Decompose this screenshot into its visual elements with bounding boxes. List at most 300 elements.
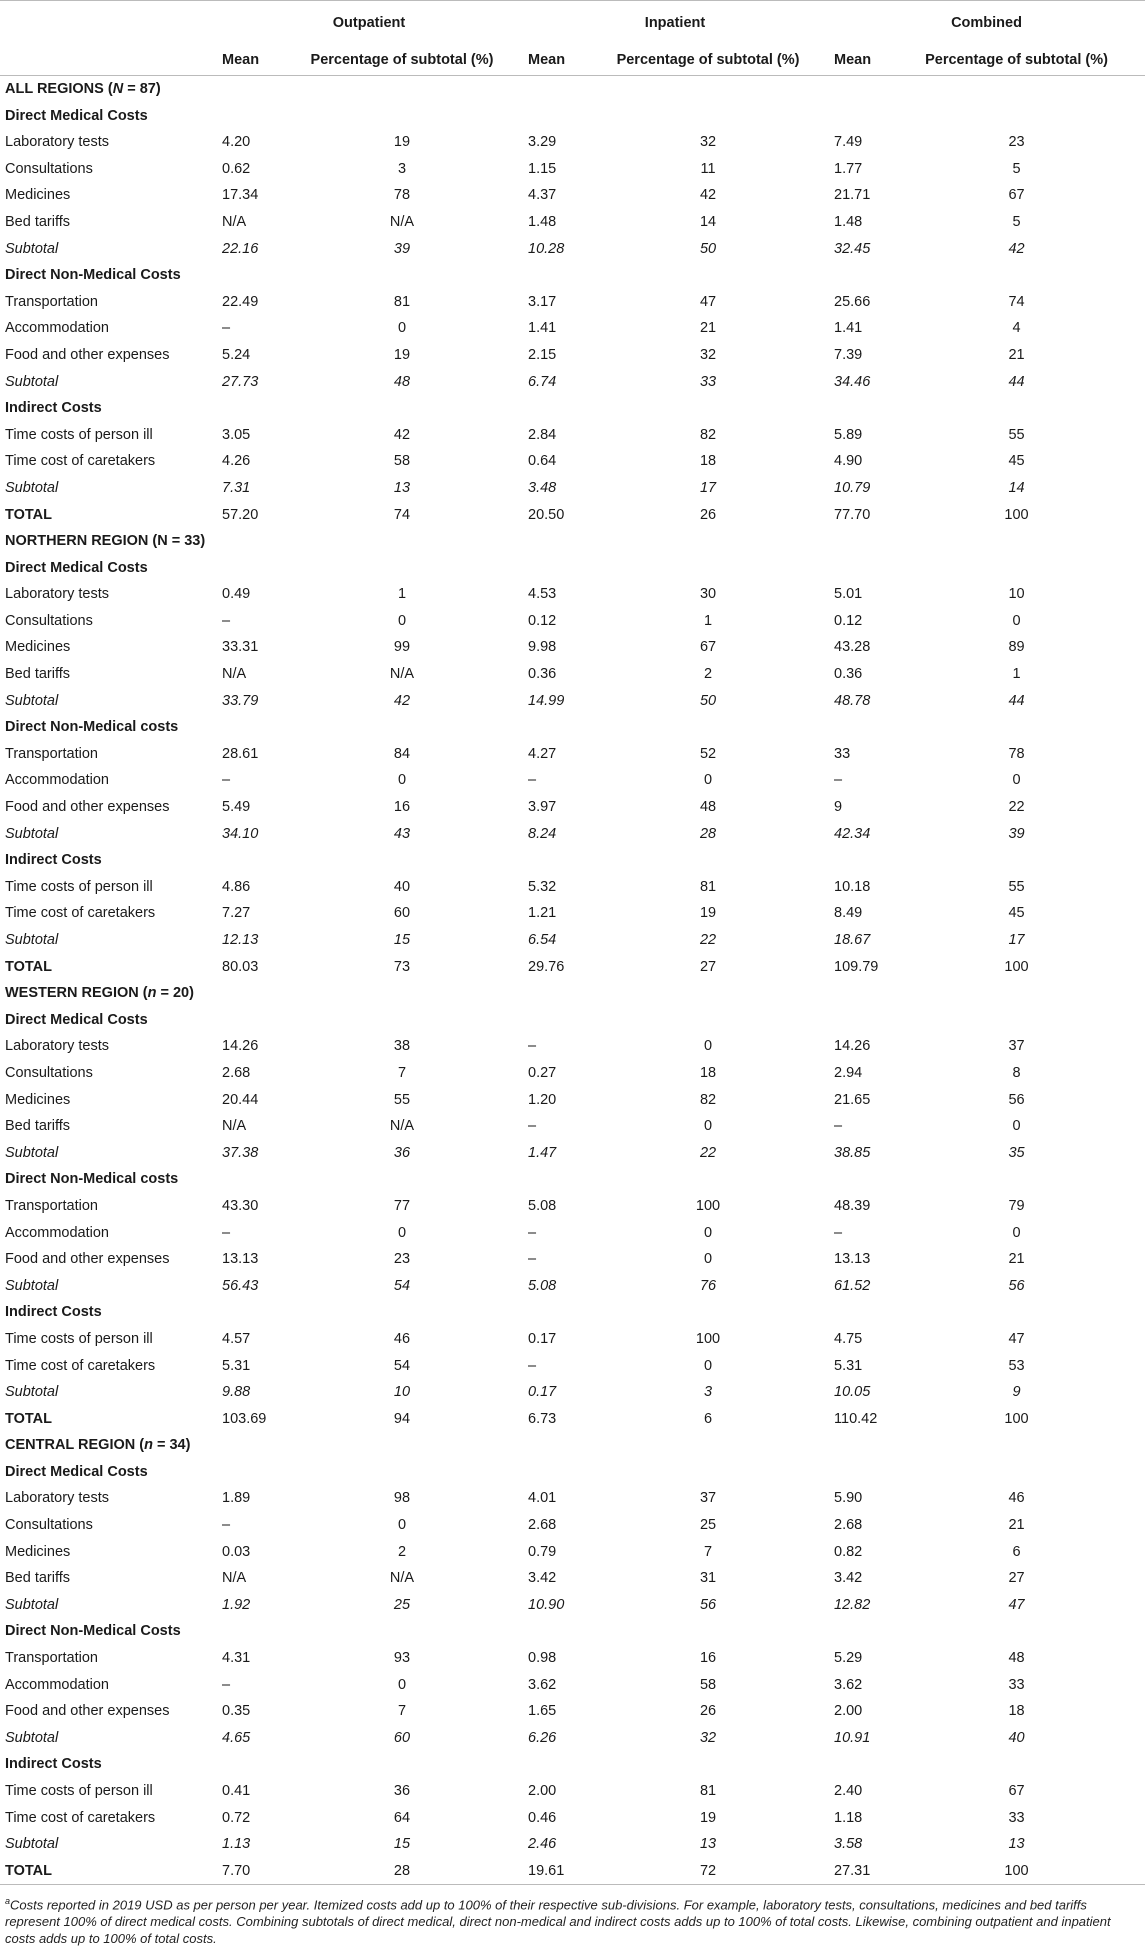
percentage-cell: 31: [699, 1570, 717, 1587]
mean-cell: 19.61: [522, 1858, 588, 1885]
percentage-cell: 22: [699, 932, 717, 948]
footnote-text: Costs reported in 2019 USD as per person per year. Itemized costs add up to 100% of their respective sub-divisions. For example, laboratory tests, consultations, medicines and bed tariffs represent 100% of direct medical costs. Combining subtotals of direct medical, direct non-medical and indirect costs adds up to 100% of total costs. Likewise, combining outpatient and inpatient costs adds up to 100% of total costs.: [5, 1897, 1111, 1947]
mean-cell: 5.01: [834, 586, 863, 603]
percentage-cell: 15: [393, 932, 411, 948]
percentage-cell: 38: [393, 1038, 411, 1055]
table-row: [0, 1645, 1145, 1672]
mean-cell: 1.89: [222, 1490, 251, 1507]
subtotal-row: [0, 1273, 1145, 1300]
mean-cell: 103.69: [222, 1410, 267, 1427]
percentage-cell: 19: [393, 134, 411, 151]
mean-cell: 4.75: [834, 1330, 863, 1347]
row-label: Consultations: [5, 612, 93, 629]
percentage-cell: 48: [699, 799, 717, 816]
mean-cell: 2.40: [834, 1783, 863, 1799]
row-label: Bed tariffs: [5, 666, 71, 683]
mean-cell: 4.27: [528, 745, 557, 762]
row-label: Time cost of caretakers: [5, 1809, 156, 1826]
mean-cell: 27.73: [222, 373, 259, 390]
row-label: Medicines: [5, 639, 71, 656]
section-heading: [0, 847, 1145, 874]
row-label: Time costs of person ill: [5, 878, 153, 895]
row-label: Subtotal: [5, 1384, 59, 1401]
row-label: Laboratory tests: [5, 586, 109, 603]
section-heading-row: [0, 103, 1145, 130]
section-heading-row: [0, 1618, 1145, 1645]
percentage-cell: N/A: [389, 1118, 415, 1135]
sample-size-symbol: n: [144, 1437, 153, 1454]
mean-cell: 77.70: [834, 506, 871, 523]
sample-size-symbol: N: [112, 81, 124, 97]
percentage-cell: 0: [703, 1118, 713, 1135]
percentage-cell: 67: [699, 639, 717, 656]
section-heading-row: [0, 1751, 1145, 1778]
percentage-cell: 26: [699, 506, 717, 523]
section-heading-row: [0, 847, 1145, 874]
percentage-cell: 0: [703, 1224, 713, 1241]
percentage-cell: 0: [397, 772, 407, 789]
percentage-cell: 19: [393, 346, 411, 363]
mean-cell: 9: [834, 799, 843, 816]
mean-cell: 3.48: [528, 479, 557, 496]
percentage-cell: 19: [699, 905, 717, 922]
region-heading-row: [0, 980, 1145, 1007]
mean-cell: 43.28: [834, 639, 871, 656]
percentage-cell: 0: [1012, 1118, 1021, 1135]
table-row: [0, 1087, 1145, 1114]
mean-cell: 21.65: [834, 1091, 871, 1108]
percentage-cell: 0: [1012, 772, 1021, 789]
row-label: Subtotal: [5, 1144, 59, 1161]
mean-cell: 6.73: [528, 1410, 557, 1427]
section-heading-row: [0, 395, 1145, 422]
mean-cell: N/A: [222, 666, 247, 683]
mean-cell: 110.42: [834, 1410, 878, 1427]
mean-cell: 5.24: [222, 346, 251, 363]
percentage-cell: 67: [1008, 187, 1025, 204]
percentage-cell: 40: [393, 878, 411, 895]
percentage-cell: 25: [393, 1596, 411, 1613]
percentage-cell: 36: [393, 1144, 411, 1161]
subtotal-row: [0, 236, 1145, 263]
percentage-cell: 94: [393, 1410, 411, 1427]
percentage-cell: 100: [1004, 958, 1029, 975]
mean-cell: –: [222, 1676, 231, 1693]
mean-cell: 48.78: [834, 692, 871, 709]
heading-text: Indirect Costs: [5, 400, 102, 417]
mean-cell: 1.15: [528, 160, 557, 177]
percentage-cell: 72: [588, 1858, 828, 1885]
subtotal-row: [0, 1379, 1145, 1406]
percentage-cell: 14: [699, 213, 717, 230]
mean-cell: –: [528, 1038, 537, 1055]
percentage-cell: 100: [1004, 1410, 1029, 1427]
mean-cell: 0.12: [528, 612, 557, 629]
mean-cell: 0.12: [834, 612, 863, 629]
percentage-cell: 100: [888, 1858, 1145, 1885]
header-pct: Percentage of subtotal (%): [888, 45, 1145, 76]
mean-cell: –: [222, 1224, 231, 1241]
percentage-cell: 74: [393, 506, 411, 523]
table-row: [0, 1565, 1145, 1592]
row-label: Subtotal: [5, 240, 59, 257]
percentage-cell: 56: [1008, 1091, 1025, 1108]
header-mean: Mean: [522, 45, 588, 76]
mean-cell: 4.31: [222, 1650, 251, 1667]
mean-cell: 61.52: [834, 1277, 871, 1294]
table-row: [0, 874, 1145, 901]
table-row: [0, 1326, 1145, 1353]
mean-cell: 5.31: [222, 1357, 251, 1374]
table-row: [0, 794, 1145, 821]
percentage-cell: 33: [1008, 1809, 1025, 1826]
percentage-cell: 10: [393, 1384, 411, 1401]
percentage-cell: 21: [699, 320, 717, 337]
percentage-cell: 42: [393, 692, 411, 709]
row-label: Transportation: [5, 1197, 98, 1214]
row-label: Food and other expenses: [5, 346, 170, 363]
mean-cell: 0.79: [528, 1543, 557, 1560]
percentage-cell: 1: [703, 612, 713, 629]
percentage-cell: 18: [699, 1064, 717, 1081]
row-label: TOTAL: [5, 1410, 52, 1427]
percentage-cell: 1: [397, 586, 407, 603]
mean-cell: 22.49: [222, 293, 259, 310]
percentage-cell: 18: [699, 453, 717, 470]
percentage-cell: 67: [1008, 1783, 1025, 1799]
percentage-cell: 4: [1012, 320, 1021, 337]
subtotal-row: [0, 1725, 1145, 1752]
percentage-cell: 3: [397, 160, 407, 177]
region-heading: [0, 528, 1145, 555]
mean-cell: 1.92: [222, 1596, 251, 1613]
row-label: Subtotal: [5, 825, 59, 842]
mean-cell: 9.98: [528, 639, 557, 656]
mean-cell: N/A: [222, 1118, 247, 1135]
section-heading: [0, 1618, 1145, 1645]
table-row: [0, 1805, 1145, 1832]
mean-cell: 33.79: [222, 692, 259, 709]
percentage-cell: 84: [393, 745, 411, 762]
row-label: Accommodation: [5, 772, 109, 789]
row-label: Food and other expenses: [5, 1251, 170, 1268]
percentage-cell: 0: [703, 1251, 713, 1268]
percentage-cell: 42: [393, 426, 411, 443]
subtotal-row: [0, 821, 1145, 848]
row-label: Medicines: [5, 1543, 71, 1560]
percentage-cell: 44: [1008, 692, 1025, 709]
sample-size-value: = 34): [152, 1437, 191, 1454]
mean-cell: 5.29: [834, 1650, 863, 1667]
percentage-cell: 0: [397, 612, 407, 629]
mean-cell: 0.36: [834, 666, 863, 683]
row-label: Consultations: [5, 1517, 93, 1534]
percentage-cell: 9: [1012, 1384, 1021, 1401]
percentage-cell: 42: [1008, 240, 1025, 257]
mean-cell: 2.00: [834, 1703, 863, 1720]
total-row: [0, 1406, 1145, 1433]
subtotal-row: [0, 1140, 1145, 1167]
percentage-cell: 37: [699, 1490, 717, 1507]
mean-cell: 12.82: [834, 1596, 871, 1613]
percentage-cell: 17: [699, 479, 717, 496]
percentage-cell: 60: [393, 1729, 411, 1746]
section-heading-row: [0, 714, 1145, 741]
mean-cell: –: [528, 1357, 537, 1374]
mean-cell: 3.05: [222, 426, 251, 443]
mean-cell: 4.53: [528, 586, 557, 603]
table-row: [0, 1060, 1145, 1087]
header-mean: Mean: [828, 45, 888, 76]
mean-cell: 10.91: [834, 1729, 871, 1746]
mean-cell: 12.13: [222, 932, 259, 948]
row-label: Laboratory tests: [5, 1490, 109, 1507]
percentage-cell: 0: [397, 320, 407, 337]
row-label: Transportation: [5, 745, 98, 762]
percentage-cell: 55: [393, 1091, 411, 1108]
mean-cell: 0.35: [222, 1703, 251, 1720]
mean-cell: 0.46: [528, 1809, 557, 1826]
percentage-cell: 19: [699, 1809, 717, 1826]
table-row: [0, 1353, 1145, 1380]
percentage-cell: 78: [1008, 745, 1025, 762]
percentage-cell: 6: [1012, 1543, 1021, 1560]
row-label: Subtotal: [5, 479, 59, 496]
percentage-cell: 5: [1012, 160, 1021, 177]
mean-cell: –: [528, 1251, 537, 1268]
mean-cell: 10.90: [528, 1596, 565, 1613]
row-label: Time cost of caretakers: [5, 453, 156, 470]
row-label: Bed tariffs: [5, 1570, 71, 1587]
percentage-cell: 81: [393, 293, 411, 310]
percentage-cell: 27: [699, 958, 717, 975]
percentage-cell: 100: [1004, 506, 1029, 523]
table-row: [0, 741, 1145, 768]
percentage-cell: 56: [1008, 1277, 1025, 1294]
percentage-cell: 22: [699, 1144, 717, 1161]
table-row: [0, 661, 1145, 688]
table-row: [0, 1033, 1145, 1060]
percentage-cell: 81: [699, 1783, 717, 1799]
table-row: [0, 1113, 1145, 1140]
percentage-cell: 2: [703, 666, 713, 683]
mean-cell: 3.62: [834, 1676, 863, 1693]
percentage-cell: 22: [1008, 799, 1025, 816]
mean-cell: 4.01: [528, 1490, 557, 1507]
percentage-cell: 55: [1008, 426, 1025, 443]
mean-cell: –: [528, 1224, 537, 1241]
mean-cell: 7.31: [222, 479, 251, 496]
percentage-cell: 14: [1008, 479, 1025, 496]
mean-cell: –: [528, 772, 537, 789]
percentage-cell: 0: [397, 1517, 407, 1534]
percentage-cell: 43: [393, 825, 411, 842]
mean-cell: 14.26: [222, 1038, 259, 1055]
mean-cell: 5.32: [528, 878, 557, 895]
mean-cell: 2.68: [222, 1064, 251, 1081]
row-label: TOTAL: [0, 1858, 216, 1885]
mean-cell: –: [528, 1118, 537, 1135]
percentage-cell: 33: [699, 373, 717, 390]
percentage-cell: 17: [1008, 932, 1025, 948]
section-heading: [0, 555, 1145, 582]
heading-text: CENTRAL REGION (: [5, 1437, 145, 1454]
percentage-cell: 3: [703, 1384, 713, 1401]
percentage-cell: 21: [1008, 346, 1025, 363]
percentage-cell: 15: [393, 1836, 411, 1853]
percentage-cell: 79: [1008, 1197, 1025, 1214]
mean-cell: 1.48: [834, 213, 863, 230]
table-footnote: [5, 1893, 1140, 1947]
header-blank: [0, 1, 216, 46]
percentage-cell: 0: [397, 1676, 407, 1693]
table-row: [0, 182, 1145, 209]
row-label: Consultations: [5, 160, 93, 177]
sample-size-symbol: n: [147, 985, 157, 1002]
mean-cell: 5.89: [834, 426, 863, 443]
row-label: Food and other expenses: [5, 799, 170, 816]
mean-cell: 3.58: [834, 1836, 863, 1853]
region-heading: [0, 1432, 1145, 1459]
percentage-cell: 46: [1008, 1490, 1025, 1507]
mean-cell: 0.36: [528, 666, 557, 683]
mean-cell: 0.82: [834, 1543, 863, 1560]
percentage-cell: 78: [393, 187, 411, 204]
mean-cell: 3.17: [528, 293, 557, 310]
row-label: Subtotal: [5, 1729, 59, 1746]
header-pct: Percentage of subtotal (%): [588, 45, 828, 76]
subtotal-row: [0, 369, 1145, 396]
section-heading-row: [0, 1299, 1145, 1326]
mean-cell: 4.65: [222, 1729, 251, 1746]
mean-cell: 1.65: [528, 1703, 557, 1720]
heading-text: Direct Non-Medical costs: [5, 1171, 179, 1188]
mean-cell: 5.08: [528, 1277, 557, 1294]
section-heading: [0, 103, 1145, 130]
percentage-cell: 47: [1008, 1330, 1025, 1347]
mean-cell: 29.76: [528, 958, 565, 975]
total-row: [0, 954, 1145, 981]
mean-cell: 1.77: [834, 160, 863, 177]
percentage-cell: 54: [393, 1357, 411, 1374]
heading-text: Indirect Costs: [5, 1756, 102, 1773]
table-row: [0, 581, 1145, 608]
table-row: [0, 448, 1145, 475]
mean-cell: 0.17: [528, 1384, 557, 1401]
mean-cell: 34.10: [222, 825, 259, 842]
percentage-cell: 10: [1008, 586, 1025, 603]
percentage-cell: 50: [699, 240, 717, 257]
mean-cell: 3.97: [528, 799, 557, 816]
mean-cell: 13.13: [834, 1251, 871, 1268]
mean-cell: 2.15: [528, 346, 557, 363]
percentage-cell: 28: [699, 825, 717, 842]
mean-cell: 2.68: [834, 1517, 863, 1534]
percentage-cell: 23: [1008, 134, 1025, 151]
mean-cell: 8.24: [528, 825, 557, 842]
percentage-cell: 28: [282, 1858, 522, 1885]
percentage-cell: 33: [1008, 1676, 1025, 1693]
header-outpatient: Outpatient: [216, 1, 522, 46]
mean-cell: 2.84: [528, 426, 557, 443]
mean-cell: –: [222, 320, 231, 337]
mean-cell: 20.44: [222, 1091, 259, 1108]
percentage-cell: 100: [695, 1197, 721, 1214]
mean-cell: 6.74: [528, 373, 557, 390]
percentage-cell: 52: [699, 745, 717, 762]
mean-cell: 0.49: [222, 586, 251, 603]
section-heading-row: [0, 262, 1145, 289]
table-row: [0, 1193, 1145, 1220]
mean-cell: 80.03: [222, 958, 259, 975]
percentage-cell: 46: [393, 1330, 411, 1347]
percentage-cell: 48: [393, 373, 411, 390]
header-combined: Combined: [828, 1, 1145, 46]
mean-cell: 1.18: [834, 1809, 863, 1826]
mean-cell: 5.49: [222, 799, 251, 816]
heading-text: ALL REGIONS (: [5, 81, 113, 97]
region-heading: [0, 980, 1145, 1007]
percentage-cell: 39: [393, 240, 411, 257]
percentage-cell: 93: [393, 1650, 411, 1667]
table-row: [0, 422, 1145, 449]
heading-text: Direct Non-Medical costs: [5, 719, 179, 736]
percentage-cell: 47: [1008, 1596, 1025, 1613]
percentage-cell: 100: [695, 1330, 721, 1347]
percentage-cell: 74: [1008, 293, 1025, 310]
percentage-cell: 0: [703, 1357, 713, 1374]
percentage-cell: 26: [699, 1703, 717, 1720]
mean-cell: 3.42: [528, 1570, 557, 1587]
mean-cell: 1.47: [528, 1144, 557, 1161]
mean-cell: 13.13: [222, 1251, 259, 1268]
table-header: [0, 1, 1145, 76]
section-heading: [0, 1299, 1145, 1326]
mean-cell: 10.28: [528, 240, 565, 257]
mean-cell: 10.79: [834, 479, 871, 496]
table-row: [0, 1485, 1145, 1512]
percentage-cell: 55: [1008, 878, 1025, 895]
percentage-cell: 5: [1012, 213, 1021, 230]
percentage-cell: 81: [699, 878, 717, 895]
percentage-cell: 32: [699, 346, 717, 363]
mean-cell: 1.13: [222, 1836, 251, 1853]
mean-cell: –: [222, 1517, 231, 1534]
percentage-cell: 2: [397, 1543, 407, 1560]
table-row: [0, 1778, 1145, 1805]
mean-cell: 42.34: [834, 825, 871, 842]
percentage-cell: 35: [1008, 1144, 1025, 1161]
percentage-cell: 18: [1008, 1703, 1025, 1720]
mean-cell: 1.48: [528, 213, 557, 230]
percentage-cell: 1: [1012, 666, 1021, 683]
row-label: Subtotal: [5, 932, 59, 948]
heading-text: NORTHERN REGION (N = 33): [5, 533, 206, 550]
row-label: Time costs of person ill: [5, 426, 153, 443]
heading-text: WESTERN REGION (: [5, 985, 148, 1002]
percentage-cell: 50: [699, 692, 717, 709]
percentage-cell: 0: [397, 1224, 407, 1241]
header-mean: Mean: [216, 45, 282, 76]
table-row: [0, 129, 1145, 156]
mean-cell: 109.79: [834, 958, 879, 975]
mean-cell: 7.70: [216, 1858, 282, 1885]
mean-cell: 4.86: [222, 878, 251, 895]
row-label: Bed tariffs: [5, 213, 71, 230]
mean-cell: 10.05: [834, 1384, 871, 1401]
mean-cell: 37.38: [222, 1144, 259, 1161]
percentage-cell: 44: [1008, 373, 1025, 390]
